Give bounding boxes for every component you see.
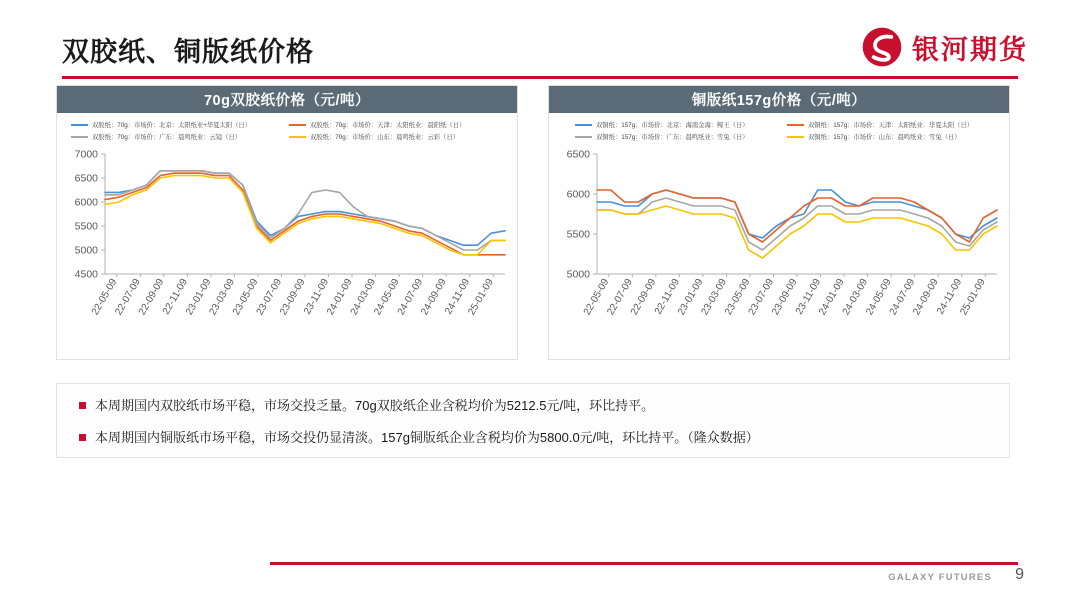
- svg-text:22-09-09: 22-09-09: [628, 277, 659, 318]
- svg-text:25-01-09: 25-01-09: [466, 277, 496, 318]
- chart-legend-right: [549, 113, 1009, 146]
- svg-text:23-05-09: 23-05-09: [722, 277, 753, 318]
- svg-text:24-11-09: 24-11-09: [443, 277, 473, 317]
- svg-text:22-09-09: 22-09-09: [136, 277, 167, 318]
- svg-text:7000: 7000: [74, 148, 98, 161]
- legend-item: [575, 132, 787, 141]
- svg-text:24-07-09: 24-07-09: [887, 277, 918, 318]
- legend-label: 双铜纸：157g：市场价：广东：晨鸣纸业：雪兔（日）: [596, 134, 749, 141]
- bullet-square-icon: [79, 434, 86, 441]
- svg-text:24-01-09: 24-01-09: [325, 277, 355, 318]
- svg-text:5000: 5000: [566, 268, 590, 281]
- svg-text:23-09-09: 23-09-09: [278, 277, 308, 318]
- company-logo: [861, 26, 1028, 68]
- legend-item: [289, 132, 507, 141]
- svg-text:23-03-09: 23-03-09: [207, 277, 238, 318]
- footer-divider: [270, 562, 1018, 565]
- svg-text:23-03-09: 23-03-09: [699, 277, 730, 318]
- svg-text:23-07-09: 23-07-09: [746, 277, 777, 318]
- legend-item: [787, 120, 999, 129]
- svg-text:24-11-09: 24-11-09: [935, 277, 965, 317]
- logo-text: 银河期货: [912, 34, 1028, 65]
- note-item: [75, 397, 991, 416]
- summary-notes: [56, 383, 1010, 458]
- svg-text:22-07-09: 22-07-09: [605, 277, 635, 318]
- svg-text:6500: 6500: [74, 172, 98, 185]
- legend-label: 双铜纸：157g：市场价：北京：海南金海：鲸王（日）: [596, 122, 749, 129]
- legend-item: [575, 120, 787, 129]
- svg-text:4500: 4500: [74, 268, 98, 281]
- bullet-square-icon: [79, 402, 86, 409]
- chart-legend-left: [57, 113, 517, 146]
- line-chart-right-svg: [549, 146, 1009, 336]
- legend-swatch-icon: [289, 124, 306, 126]
- chart-title-right: 铜版纸157g价格（元/吨）: [549, 86, 1009, 113]
- svg-text:24-05-09: 24-05-09: [372, 277, 402, 318]
- legend-swatch-icon: [575, 124, 592, 126]
- page-title: 双胶纸、铜版纸价格: [62, 37, 314, 67]
- note-text: 本周期国内双胶纸市场平稳，市场交投乏量。70g双胶纸企业含税均价为5212.5元/吨，环比持平。: [95, 398, 655, 413]
- legend-label: 双铜纸：157g：市场价：山东：晨鸣纸业：雪兔（日）: [808, 134, 961, 141]
- svg-text:24-09-09: 24-09-09: [419, 277, 449, 318]
- svg-text:23-07-09: 23-07-09: [254, 277, 285, 318]
- svg-text:22-11-09: 22-11-09: [652, 277, 682, 317]
- legend-swatch-icon: [71, 124, 88, 126]
- svg-text:24-01-09: 24-01-09: [817, 277, 847, 318]
- footer-brand: GALAXY FUTURES: [888, 572, 992, 583]
- svg-text:23-05-09: 23-05-09: [230, 277, 261, 318]
- svg-text:5500: 5500: [74, 220, 98, 233]
- note-text: 本周期国内铜版纸市场平稳，市场交投仍显清淡。157g铜版纸企业含税均价为5800.0元/吨，环比持平。（隆众数据）: [95, 429, 759, 445]
- svg-text:22-11-09: 22-11-09: [160, 277, 190, 317]
- legend-item: [71, 132, 289, 141]
- svg-text:24-07-09: 24-07-09: [395, 277, 426, 318]
- svg-text:22-05-09: 22-05-09: [581, 277, 612, 318]
- legend-item: [787, 132, 999, 141]
- chart-title-left: 70g双胶纸价格（元/吨）: [57, 86, 517, 113]
- svg-text:6000: 6000: [74, 196, 98, 209]
- header-divider: [62, 76, 1018, 79]
- galaxy-swirl-icon: [861, 26, 903, 68]
- svg-text:23-11-09: 23-11-09: [301, 277, 332, 317]
- legend-label: 双胶纸：70g：市场价：广东：晨鸣纸业：云镜（日）: [92, 134, 242, 141]
- svg-text:6000: 6000: [566, 188, 590, 201]
- svg-text:22-05-09: 22-05-09: [89, 277, 120, 318]
- legend-swatch-icon: [787, 136, 804, 138]
- svg-text:22-07-09: 22-07-09: [113, 277, 143, 318]
- svg-text:5500: 5500: [566, 228, 590, 241]
- legend-label: 双胶纸：70g：市场价：北京：太阳纸业+华夏太阳（日）: [92, 122, 252, 129]
- svg-text:24-03-09: 24-03-09: [348, 277, 379, 318]
- legend-swatch-icon: [787, 124, 804, 126]
- legend-swatch-icon: [575, 136, 592, 138]
- chart-plot-right: [549, 146, 1009, 336]
- svg-text:24-03-09: 24-03-09: [840, 277, 871, 318]
- chart-card-tongbanzhi: [548, 85, 1010, 360]
- slide-header: [0, 0, 1080, 82]
- svg-text:5000: 5000: [74, 244, 98, 257]
- chart-card-shuangjiaozhi: [56, 85, 518, 360]
- svg-text:6500: 6500: [566, 148, 590, 161]
- svg-text:23-09-09: 23-09-09: [770, 277, 800, 318]
- legend-item: [289, 120, 507, 129]
- legend-label: 双铜纸：157g：市场价：天津：太阳纸业：华夏太阳（日）: [808, 122, 974, 129]
- note-item: [75, 429, 991, 448]
- legend-label: 双胶纸：70g：市场价：山东：晨鸣纸业：云彩（日）: [310, 134, 460, 141]
- svg-text:25-01-09: 25-01-09: [958, 277, 988, 318]
- legend-swatch-icon: [289, 136, 306, 138]
- svg-text:24-09-09: 24-09-09: [911, 277, 941, 318]
- svg-text:23-01-09: 23-01-09: [675, 277, 706, 318]
- legend-swatch-icon: [71, 136, 88, 138]
- legend-item: [71, 120, 289, 129]
- legend-label: 双胶纸：70g：市场价：天津：太阳纸业：晨阳纸（日）: [310, 122, 466, 129]
- svg-text:23-11-09: 23-11-09: [793, 277, 824, 317]
- line-chart-left-svg: [57, 146, 517, 336]
- svg-text:24-05-09: 24-05-09: [864, 277, 894, 318]
- svg-text:23-01-09: 23-01-09: [183, 277, 214, 318]
- chart-plot-left: [57, 146, 517, 336]
- page-number: 9: [1015, 566, 1024, 583]
